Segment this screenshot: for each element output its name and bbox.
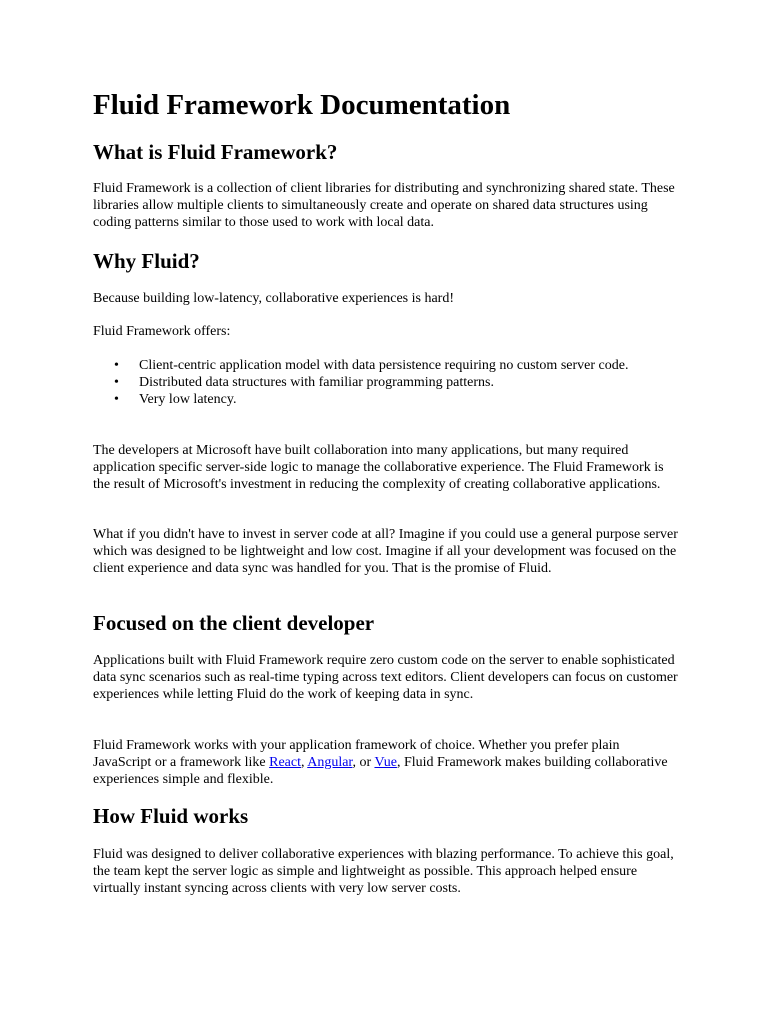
- heading-why-fluid: Why Fluid?: [93, 249, 200, 273]
- list-item-text: Client-centric application model with data persistence requiring no custom server code.: [139, 358, 629, 373]
- list-item: [93, 391, 678, 408]
- paragraph-how-fluid-works: Fluid was designed to deliver collaborative experiences with blazing performance. To achieve this goal, the team kept the server logic as simple and lightweight as possible. This approach helped ensure virtually instant syncing across clients with very low server costs.: [93, 847, 674, 896]
- heading-focused-on-client: Focused on the client developer: [93, 611, 375, 635]
- bullet: •: [114, 392, 119, 407]
- separator-text: , or: [352, 755, 375, 770]
- react-link[interactable]: React: [269, 755, 301, 770]
- list-item-text: Distributed data structures with familiar programming patterns.: [139, 375, 494, 390]
- paragraph-what-is-fluid: Fluid Framework is a collection of client libraries for distributing and synchronizing shared state. These libraries allow multiple clients to simultaneously create and operate on shared data structures using coding patterns similar to those used to work with local data.: [93, 181, 675, 230]
- list-item: [93, 374, 678, 391]
- paragraph-what-if: What if you didn't have to invest in server code at all? Imagine if you could use a general purpose server which was designed to be lightweight and low cost. Imagine if all your development was focused on the client experience and data sync was handled for you. That is the promise of Fluid.: [93, 527, 678, 576]
- bullet: •: [114, 375, 119, 390]
- offers-list: [93, 357, 678, 408]
- paragraph-zero-custom-code: Applications built with Fluid Framework require zero custom code on the server to enable sophisticated data sync scenarios such as real-time typing across text editors. Client developers can focus on customer experiences while letting Fluid do the work of keeping data in sync.: [93, 653, 678, 702]
- paragraph-offers: Fluid Framework offers:: [93, 324, 231, 339]
- vue-link[interactable]: Vue: [374, 755, 397, 770]
- list-item: [93, 357, 678, 374]
- paragraph-frameworks-text-end: , Fluid Framework makes building collaborative experiences simple and flexible.: [93, 755, 668, 787]
- paragraph-frameworks-text-start: Fluid Framework works with your application framework of choice. Whether you prefer plain JavaScript or a framework like: [93, 738, 620, 770]
- paragraph-why-intro: Because building low-latency, collaborative experiences is hard!: [93, 291, 455, 306]
- heading-what-is-fluid: What is Fluid Framework?: [93, 140, 338, 164]
- paragraph-frameworks: [93, 737, 678, 788]
- page-title: Fluid Framework Documentation: [93, 89, 511, 121]
- list-item-text: Very low latency.: [139, 392, 237, 407]
- heading-how-fluid-works: How Fluid works: [93, 804, 249, 828]
- bullet: •: [114, 358, 119, 373]
- separator-text: ,: [300, 755, 308, 770]
- paragraph-microsoft-developers: The developers at Microsoft have built collaboration into many applications, but many required application specific server-side logic to manage the collaborative experience. The Fluid Framework is the result of Microsoft's investment in reducing the complexity of creating collaborative applications.: [93, 443, 664, 492]
- angular-link[interactable]: Angular: [307, 755, 353, 770]
